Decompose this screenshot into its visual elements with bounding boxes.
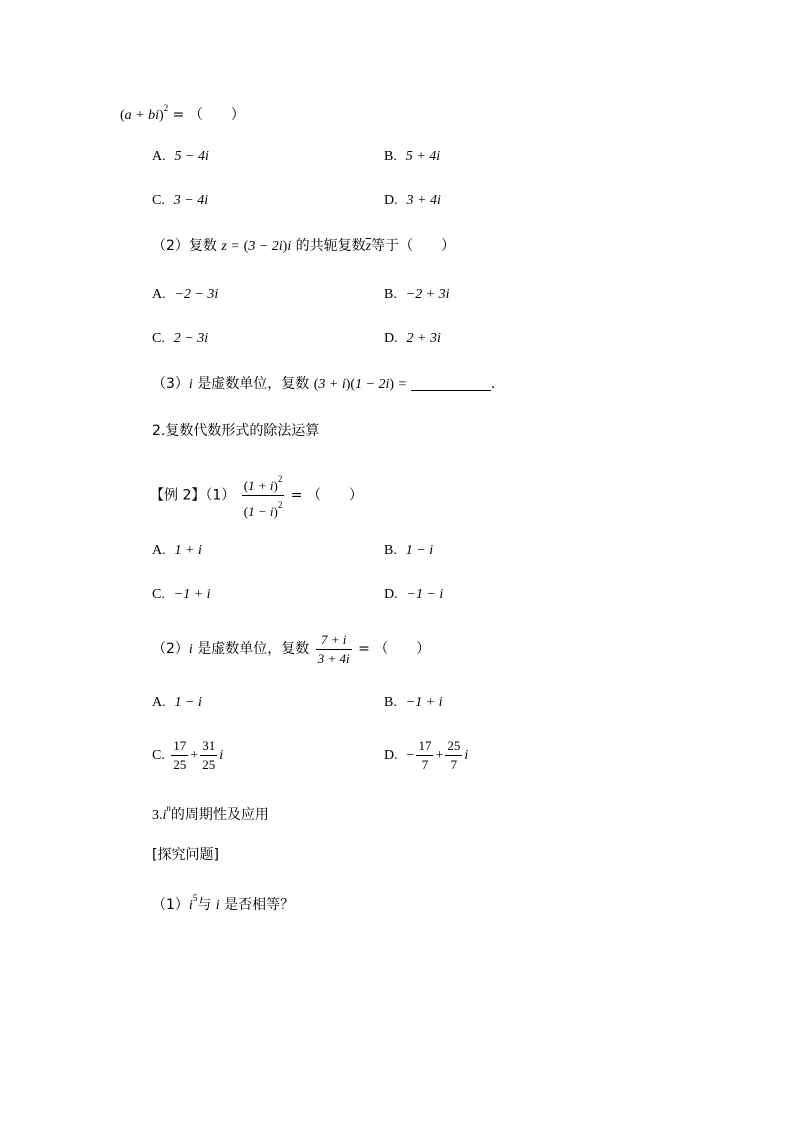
fraction: $\frac{25}{7}$ [447,737,461,772]
option-b[interactable]: B. 1 − i [384,543,434,558]
stem-end: = （ ） [172,107,245,123]
fraction: $\frac{7 + i}{3 + 4i}$ [317,631,350,666]
option-c[interactable]: C. 2 − 3i [152,331,209,346]
question-stem-square: (a + bi)$^2$ = （ ） [120,103,245,123]
option-b[interactable]: B. 5 + 4i [384,149,441,164]
fraction: $\frac{17}{25}$ [173,737,187,772]
example-2-question-1: 【例 2】（1） $\frac{(1 + i)^2}{(1 - i)^2}$ = （ ） [150,470,363,521]
answer-blank[interactable] [411,376,491,391]
option-d[interactable]: D. 3 + 4i [384,193,441,208]
question-3-fill: （3）i 是虚数单位，复数 (3 + i)(1 − 2i) = . [152,376,496,392]
option-b[interactable]: B. −2 + 3i [384,287,450,302]
option-d[interactable]: D. − $\frac{17}{7}$ + $\frac{25}{7}$ i [384,737,469,772]
option-a[interactable]: A. 1 − i [152,695,202,710]
option-d[interactable]: D. 2 + 3i [384,331,441,346]
option-c[interactable]: C. −1 + i [152,587,211,602]
fraction: $\frac{31}{25}$ [202,737,216,772]
option-d[interactable]: D. −1 − i [384,587,444,602]
section-3-heading: $3.i^n$的周期性及应用 [152,803,269,823]
section-2-heading: 2.复数代数形式的除法运算 [152,423,320,439]
question-2-conjugate: （2）复数 z = (3 − 2i)i 的共轭复数$\overline{z}$等于（ ） [152,238,456,254]
fraction: $\frac{17}{7}$ [418,737,432,772]
fraction: $\frac{(1 + i)^2}{(1 - i)^2}$ [242,470,285,521]
option-b-expr: 5 + 4i [405,149,441,164]
option-b[interactable]: B. −1 + i [384,695,443,710]
explore-heading: [探究问题] [152,847,219,863]
option-c[interactable]: C. 3 − 4i [152,193,209,208]
option-a[interactable]: A. −2 − 3i [152,287,219,302]
example-2-question-2: （2）i 是虚数单位，复数 $\frac{7 + i}{3 + 4i}$ = （ ） [152,631,431,666]
explore-question-1: $(1)i^5$与 i 是否相等？ [152,893,295,913]
option-c[interactable]: C. $\frac{17}{25}$ + $\frac{31}{25}$ i [152,737,224,772]
option-a[interactable]: A. 5 − 4i [152,149,209,164]
option-c-expr: 3 − 4i [173,193,209,208]
option-d-expr: 3 + 4i [406,193,441,208]
option-a-expr: 5 − 4i [174,149,209,164]
option-a[interactable]: A. 1 + i [152,543,202,558]
